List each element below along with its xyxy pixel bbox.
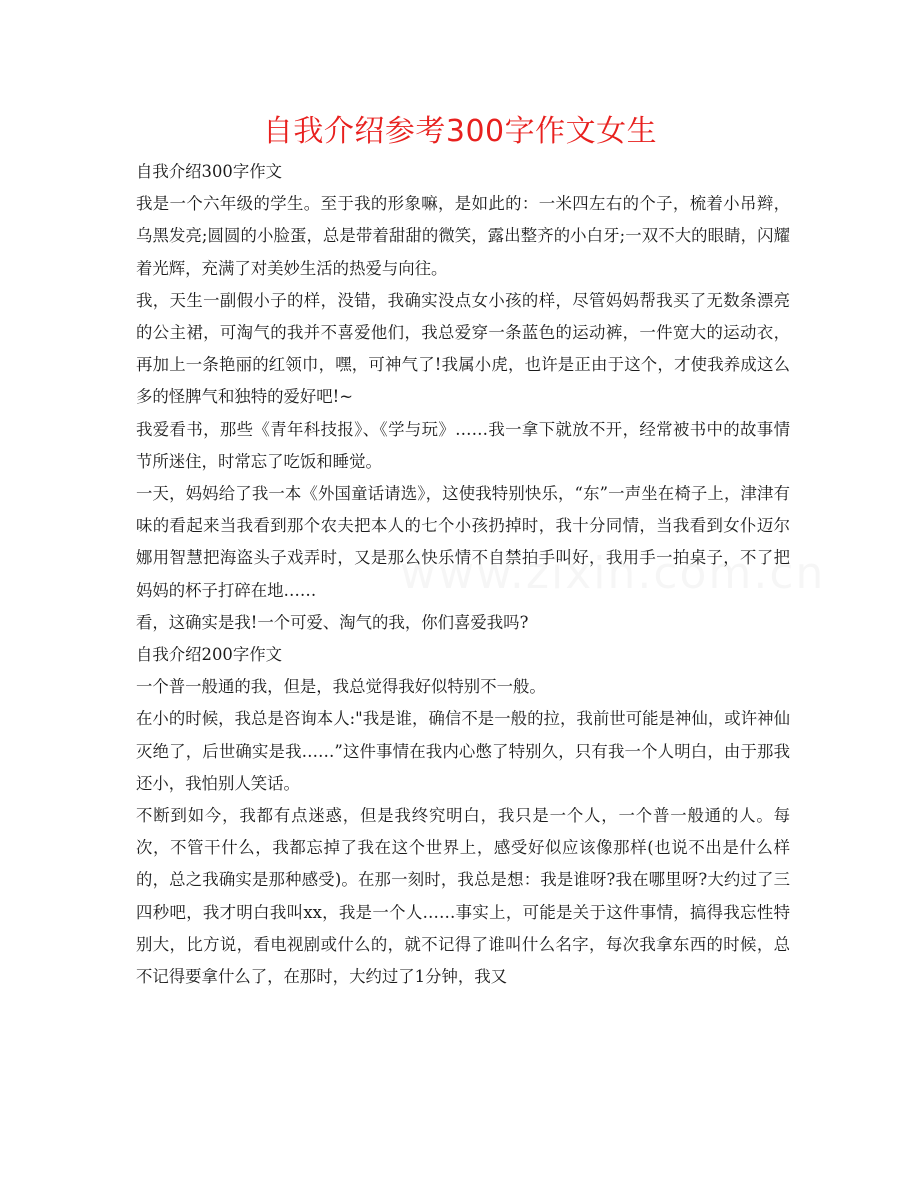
- document-title: 自我介绍参考300字作文女生: [262, 114, 658, 149]
- paragraph: 我爱看书，那些《青年科技报》、《学与玩》……我一拿下就放不开，经常被书中的故事情节所迷住，时常忘了吃饭和睡觉。: [136, 419, 790, 471]
- paragraph: 一天，妈妈给了我一本《外国童话请选》，这使我特别快乐，“东”一声坐在椅子上，津津有味的看起来当我看到那个农夫把本人的七个小孩扔掉时，我十分同情，当我看到女仆迈尔娜用智慧把海盗头子戏弄时，又是那么快乐情不自禁拍手叫好，我用手一拍桌子，不了把妈妈的杯子打碎在地……: [136, 484, 790, 600]
- subheading-200: 自我介绍200字作文: [136, 645, 283, 665]
- document-body: [136, 156, 790, 993]
- paragraph: 看，这确实是我!一个可爱、淘气的我，你们喜爱我吗?: [136, 612, 529, 632]
- subheading-300: 自我介绍300字作文: [136, 162, 283, 181]
- paragraph: 在小的时候，我总是咨询本人:"我是谁，确信不是一般的拉，我前世可能是神仙，或许神仙灭绝了，后世确实是我……”这件事情在我内心憋了特别久，只有我一个人明白，由于那我还小，我怕别人笑话。: [136, 709, 790, 793]
- paragraph: 不断到如今，我都有点迷惑，但是我终究明白，我只是一个人，一个普一般通的人。每次，不管干什么，我都忘掉了我在这个世界上，感受好似应该像那样(也说不出是什么样的，总之我确实是那种感受)。在那一刻时，我总是想：我是谁呀?我在哪里呀?大约过了三四秒吧，我才明白我叫xx，我是一个人……事实上，可能是关于这件事情，搞得我忘性特别大，比方说，看电视剧或什么的，就不记得了谁叫什么名字，每次我拿东西的时候，总不记得要拿什么了，在那时，大约过了1分钟，我又: [136, 806, 790, 987]
- paragraph: 我，天生一副假小子的样，没错，我确实没点女小孩的样，尽管妈妈帮我买了无数条漂亮的公主裙，可淘气的我并不喜爱他们，我总爱穿一条蓝色的运动裤，一件宽大的运动衣，再加上一条艳丽的红领巾，嘿，可神气了!我属小虎，也许是正由于这个，才使我养成这么多的怪脾气和独特的爱好吧!~: [136, 290, 790, 407]
- paragraph: 我是一个六年级的学生。至于我的形象嘛，是如此的：一米四左右的个子，梳着小吊辫，乌黑发亮;圆圆的小脸蛋，总是带着甜甜的微笑，露出整齐的小白牙;一双不大的眼睛，闪耀着光辉，充满了对美妙生活的热爱与向往。: [136, 194, 790, 278]
- paragraph: 一个普一般通的我，但是，我总觉得我好似特别不一般。: [136, 677, 546, 697]
